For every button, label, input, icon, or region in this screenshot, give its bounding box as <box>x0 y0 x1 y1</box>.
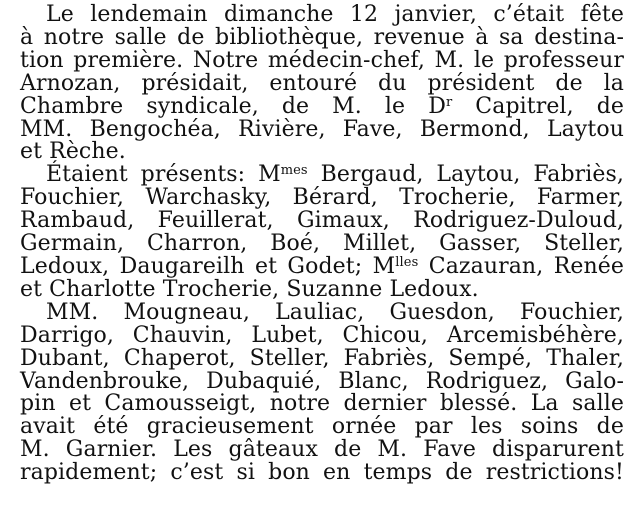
text-line: pin et Camousseigt, notre dernier blessé. La salle <box>20 391 624 417</box>
paragraph-opening <box>20 4 624 164</box>
superscript: r <box>445 94 453 110</box>
text-line: avait été gracieusement ornée par les soins de <box>20 414 624 440</box>
text-segment: Capitrel, de <box>452 93 624 119</box>
text-line: tion première. Notre médecin-chef, M. le professeur <box>20 47 624 73</box>
text-line: MM. Mougneau, Lauliac, Guesdon, Fouchier, <box>46 299 624 325</box>
text-line: Darrigo, Chauvin, Lubet, Chicou, Arcemisbéhère, <box>20 322 624 348</box>
text-line: MM. Bengochéa, Rivière, Fave, Bermond, Laytou <box>20 116 624 142</box>
text-line: et Charlotte Trocherie, Suzanne Ledoux. <box>20 276 479 302</box>
text-segment: Bergaud, Laytou, Fabriès, <box>307 162 624 188</box>
text-segment: Ledoux, Daugareilh et Godet; M <box>20 253 396 279</box>
text-line: Vandenbrouke, Dubaquié, Blanc, Rodriguez, Galo- <box>20 368 624 394</box>
superscript: mes <box>280 163 308 179</box>
text-line: Arnozan, présidait, entouré du président de la <box>20 70 624 96</box>
text-line: Dubant, Chaperot, Steller, Fabriès, Sempé, Thaler, <box>20 345 624 371</box>
paragraph-attendees-men <box>20 299 624 486</box>
paragraph-attendees-ladies <box>20 164 624 301</box>
text-segment: Cazauran, Renée <box>418 253 625 279</box>
text-line: Germain, Charron, Boé, Millet, Gasser, Steller, <box>20 231 624 257</box>
superscript: lles <box>395 254 419 270</box>
text-line: rapidement; c’est si bon en temps de restrictions! <box>20 460 624 486</box>
text-line: M. Garnier. Les gâteaux de M. Fave disparurent <box>20 437 624 463</box>
text-line: Rambaud, Feuillerat, Gimaux, Rodriguez-Duloud, <box>20 208 624 234</box>
text-segment: Chambre syndicale, de M. le D <box>20 93 446 119</box>
text-segment: Étaient présents: M <box>46 162 281 188</box>
text-line <box>20 164 624 187</box>
text-line: Fouchier, Warchasky, Bérard, Trocherie, Farmer, <box>20 185 624 211</box>
text-line <box>20 253 625 279</box>
text-line: à notre salle de bibliothèque, revenue à sa destina- <box>20 24 624 50</box>
text-line: Le lendemain dimanche 12 janvier, c’était fête <box>46 2 624 27</box>
text-line: et Rèche. <box>20 139 126 165</box>
text-line <box>20 93 624 119</box>
